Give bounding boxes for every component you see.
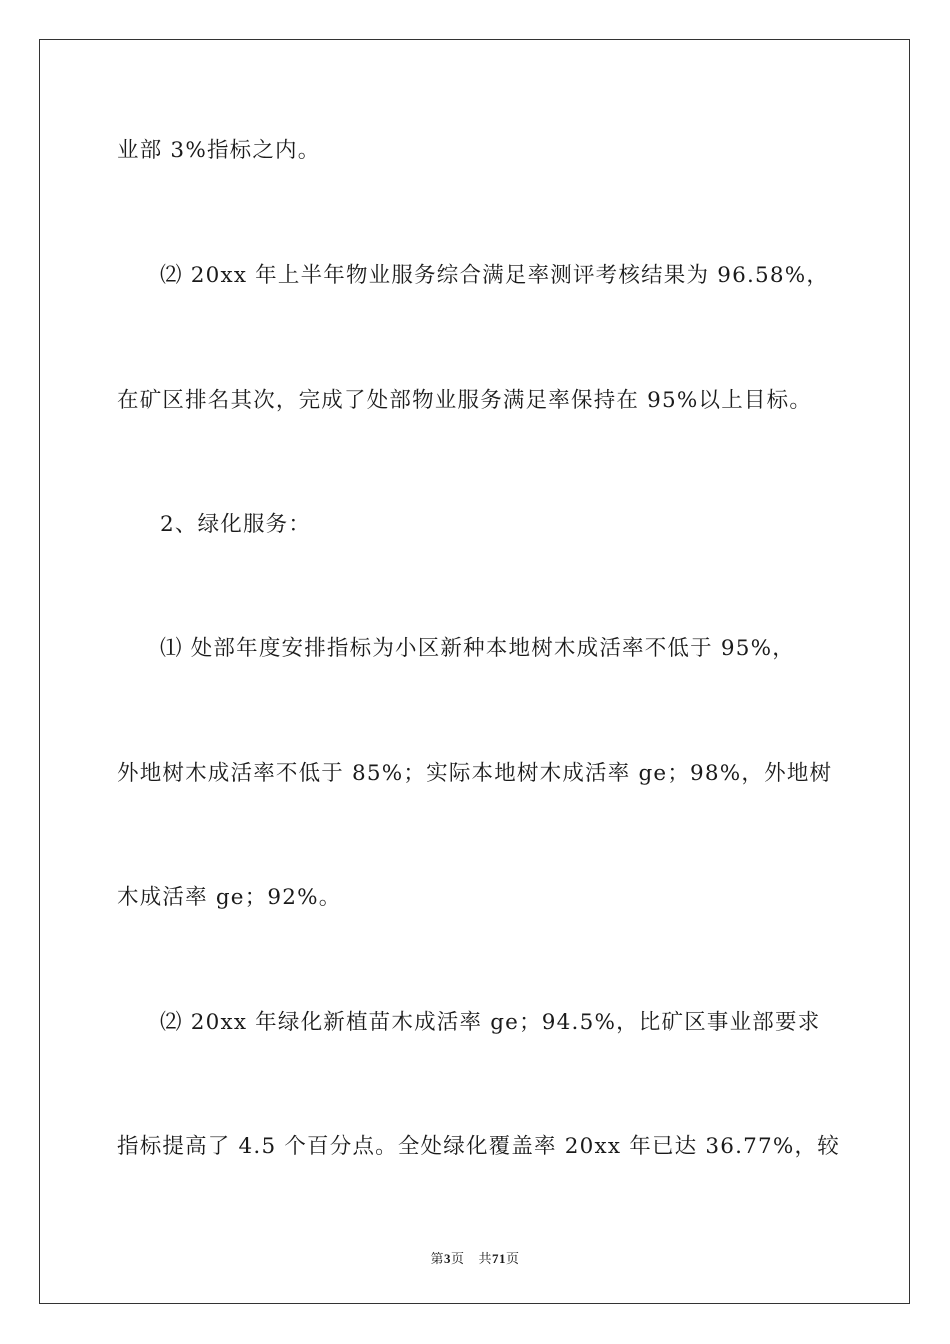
footer-total-suffix: 页 xyxy=(506,1252,520,1267)
text-line-7: 木成活率 ge；92%。 xyxy=(117,885,342,910)
text-line-2: ⑵ 20xx 年上半年物业服务综合满足率测评考核结果为 96.58%， xyxy=(160,263,830,288)
text-line-6: 外地树木成活率不低于 85%；实际本地树木成活率 ge；98%，外地树 xyxy=(117,761,833,786)
text-line-3: 在矿区排名其次，完成了处部物业服务满足率保持在 95%以上目标。 xyxy=(117,388,813,413)
text-line-8: ⑵ 20xx 年绿化新植苗木成活率 ge；94.5%，比矿区事业部要求 xyxy=(160,1010,821,1035)
footer-page-prefix: 第 xyxy=(430,1252,444,1267)
text-line-1: 业部 3%指标之内。 xyxy=(117,138,321,163)
section-heading-greening: 2、绿化服务： xyxy=(160,512,312,537)
page-footer xyxy=(0,1248,950,1267)
footer-page-number: 3 xyxy=(443,1251,451,1266)
footer-total-prefix: 共 xyxy=(478,1252,493,1267)
text-line-5: ⑴ 处部年度安排指标为小区新种本地树木成活率不低于 95%， xyxy=(160,636,795,661)
footer-total-pages: 71 xyxy=(492,1251,507,1266)
text-line-9: 指标提高了 4.5 个百分点。全处绿化覆盖率 20xx 年已达 36.77%，较 xyxy=(117,1134,840,1159)
footer-page-suffix: 页 xyxy=(450,1252,465,1267)
page-border xyxy=(39,39,910,1304)
